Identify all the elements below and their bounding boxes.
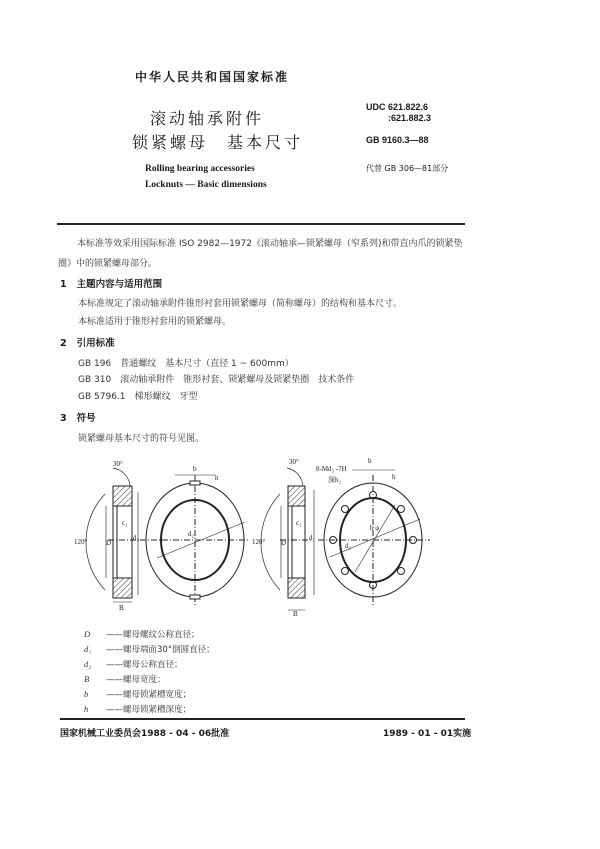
label-h-left: h xyxy=(215,474,219,482)
title-en-line1: Rolling bearing accessories xyxy=(145,164,255,174)
title-en-line2: Locknuts — Basic dimensions xyxy=(145,180,267,190)
reference-gb310: GB 310 滚动轴承附件 锥形衬套、锁紧螺母及锁紧垫圈 技术条件 xyxy=(78,375,355,385)
legend-item: h ——螺母锁紧槽深度； xyxy=(84,704,192,715)
angle-120-left: 120° xyxy=(74,538,88,546)
section-1-line2: 本标准适用于锥形衬套用的锁紧螺母。 xyxy=(78,317,232,327)
section-1-heading: 1 主题内容与适用范围 xyxy=(60,279,163,290)
label-c1-left: c₁ xyxy=(122,519,128,527)
udc-line1: UDC 621.822.6 xyxy=(366,102,429,112)
title-line2: 锁紧螺母 基本尺寸 xyxy=(132,133,304,152)
plain-locknut-side-view xyxy=(86,468,140,602)
angle-30-left: 30° xyxy=(113,460,123,468)
legend-item: B ——螺母宽度； xyxy=(84,674,166,685)
label-c1-right: c₁ xyxy=(296,519,302,527)
legend-item: b ——螺母锁紧槽宽度； xyxy=(84,689,192,700)
label-d1-right: d₁ xyxy=(309,534,315,542)
section-2-heading: 2 引用标准 xyxy=(60,338,115,349)
label-D-right: D xyxy=(281,539,287,547)
label-d1-left: d₁ xyxy=(133,534,139,542)
section-3-heading: 3 符号 xyxy=(60,413,96,424)
plain-locknut-face-view xyxy=(140,475,250,605)
angle-30-right: 30° xyxy=(289,458,299,466)
intro-line1: 本标准等效采用国际标准 ISO 2982—1972《滚动轴承—锁紧螺母（窄系列)和带直内爪的锁紧垫 xyxy=(77,239,463,249)
legend-item: d₁ ——螺母端面30°倒圆直径； xyxy=(84,644,215,655)
label-phi: b φ xyxy=(370,524,380,532)
label-d2-right: d₂ xyxy=(345,542,351,550)
label-B-left: B xyxy=(119,604,124,612)
replaces-note: 代替 GB 306—81部分 xyxy=(366,164,449,173)
label-D-left: D xyxy=(106,539,112,547)
legend-item: D ——螺母螺纹公称直径； xyxy=(84,629,200,640)
section-1-line1: 本标准规定了滚动轴承附件锥形衬套用锁紧螺母（简称螺母）的结构和基本尺寸。 xyxy=(78,299,403,309)
legend-item: d₂ ——螺母公称直径； xyxy=(84,659,183,670)
section-3-line1: 锁紧螺母基本尺寸的符号见图。 xyxy=(78,434,205,444)
depth-note: 深h₂ xyxy=(328,476,341,484)
label-d2-left: d₂ xyxy=(188,530,194,538)
footer-rule xyxy=(60,718,465,720)
title-line1: 滚动轴承附件 xyxy=(150,109,265,128)
gb-number: GB 9160.3—88 xyxy=(366,135,429,145)
intro-line2: 圈》中的锁紧螺母部分。 xyxy=(58,259,158,269)
reference-gb5796: GB 5796.1 梯形螺纹 牙型 xyxy=(78,392,198,402)
approval-date: 国家机械工业委员会1988 - 04 - 06批准 xyxy=(60,729,230,739)
label-h-right: h xyxy=(392,473,396,481)
issuing-authority: 中华人民共和国国家标准 xyxy=(135,70,290,84)
slotted-locknut-face-view xyxy=(318,470,430,605)
udc-line2: :621.882.3 xyxy=(388,113,432,123)
angle-120-right: 120° xyxy=(252,538,266,546)
thread-note: 8-Md₃ -7H xyxy=(316,465,347,473)
label-B-right: B xyxy=(293,610,298,618)
label-b-left: b xyxy=(193,465,197,473)
slotted-locknut-side-view xyxy=(261,468,314,610)
label-b-right: b xyxy=(368,457,372,465)
reference-gb196: GB 196 普通螺纹 基本尺寸（直径 1 ~ 600mm） xyxy=(78,359,294,369)
effective-date: 1989 - 01 - 01实施 xyxy=(383,729,472,739)
